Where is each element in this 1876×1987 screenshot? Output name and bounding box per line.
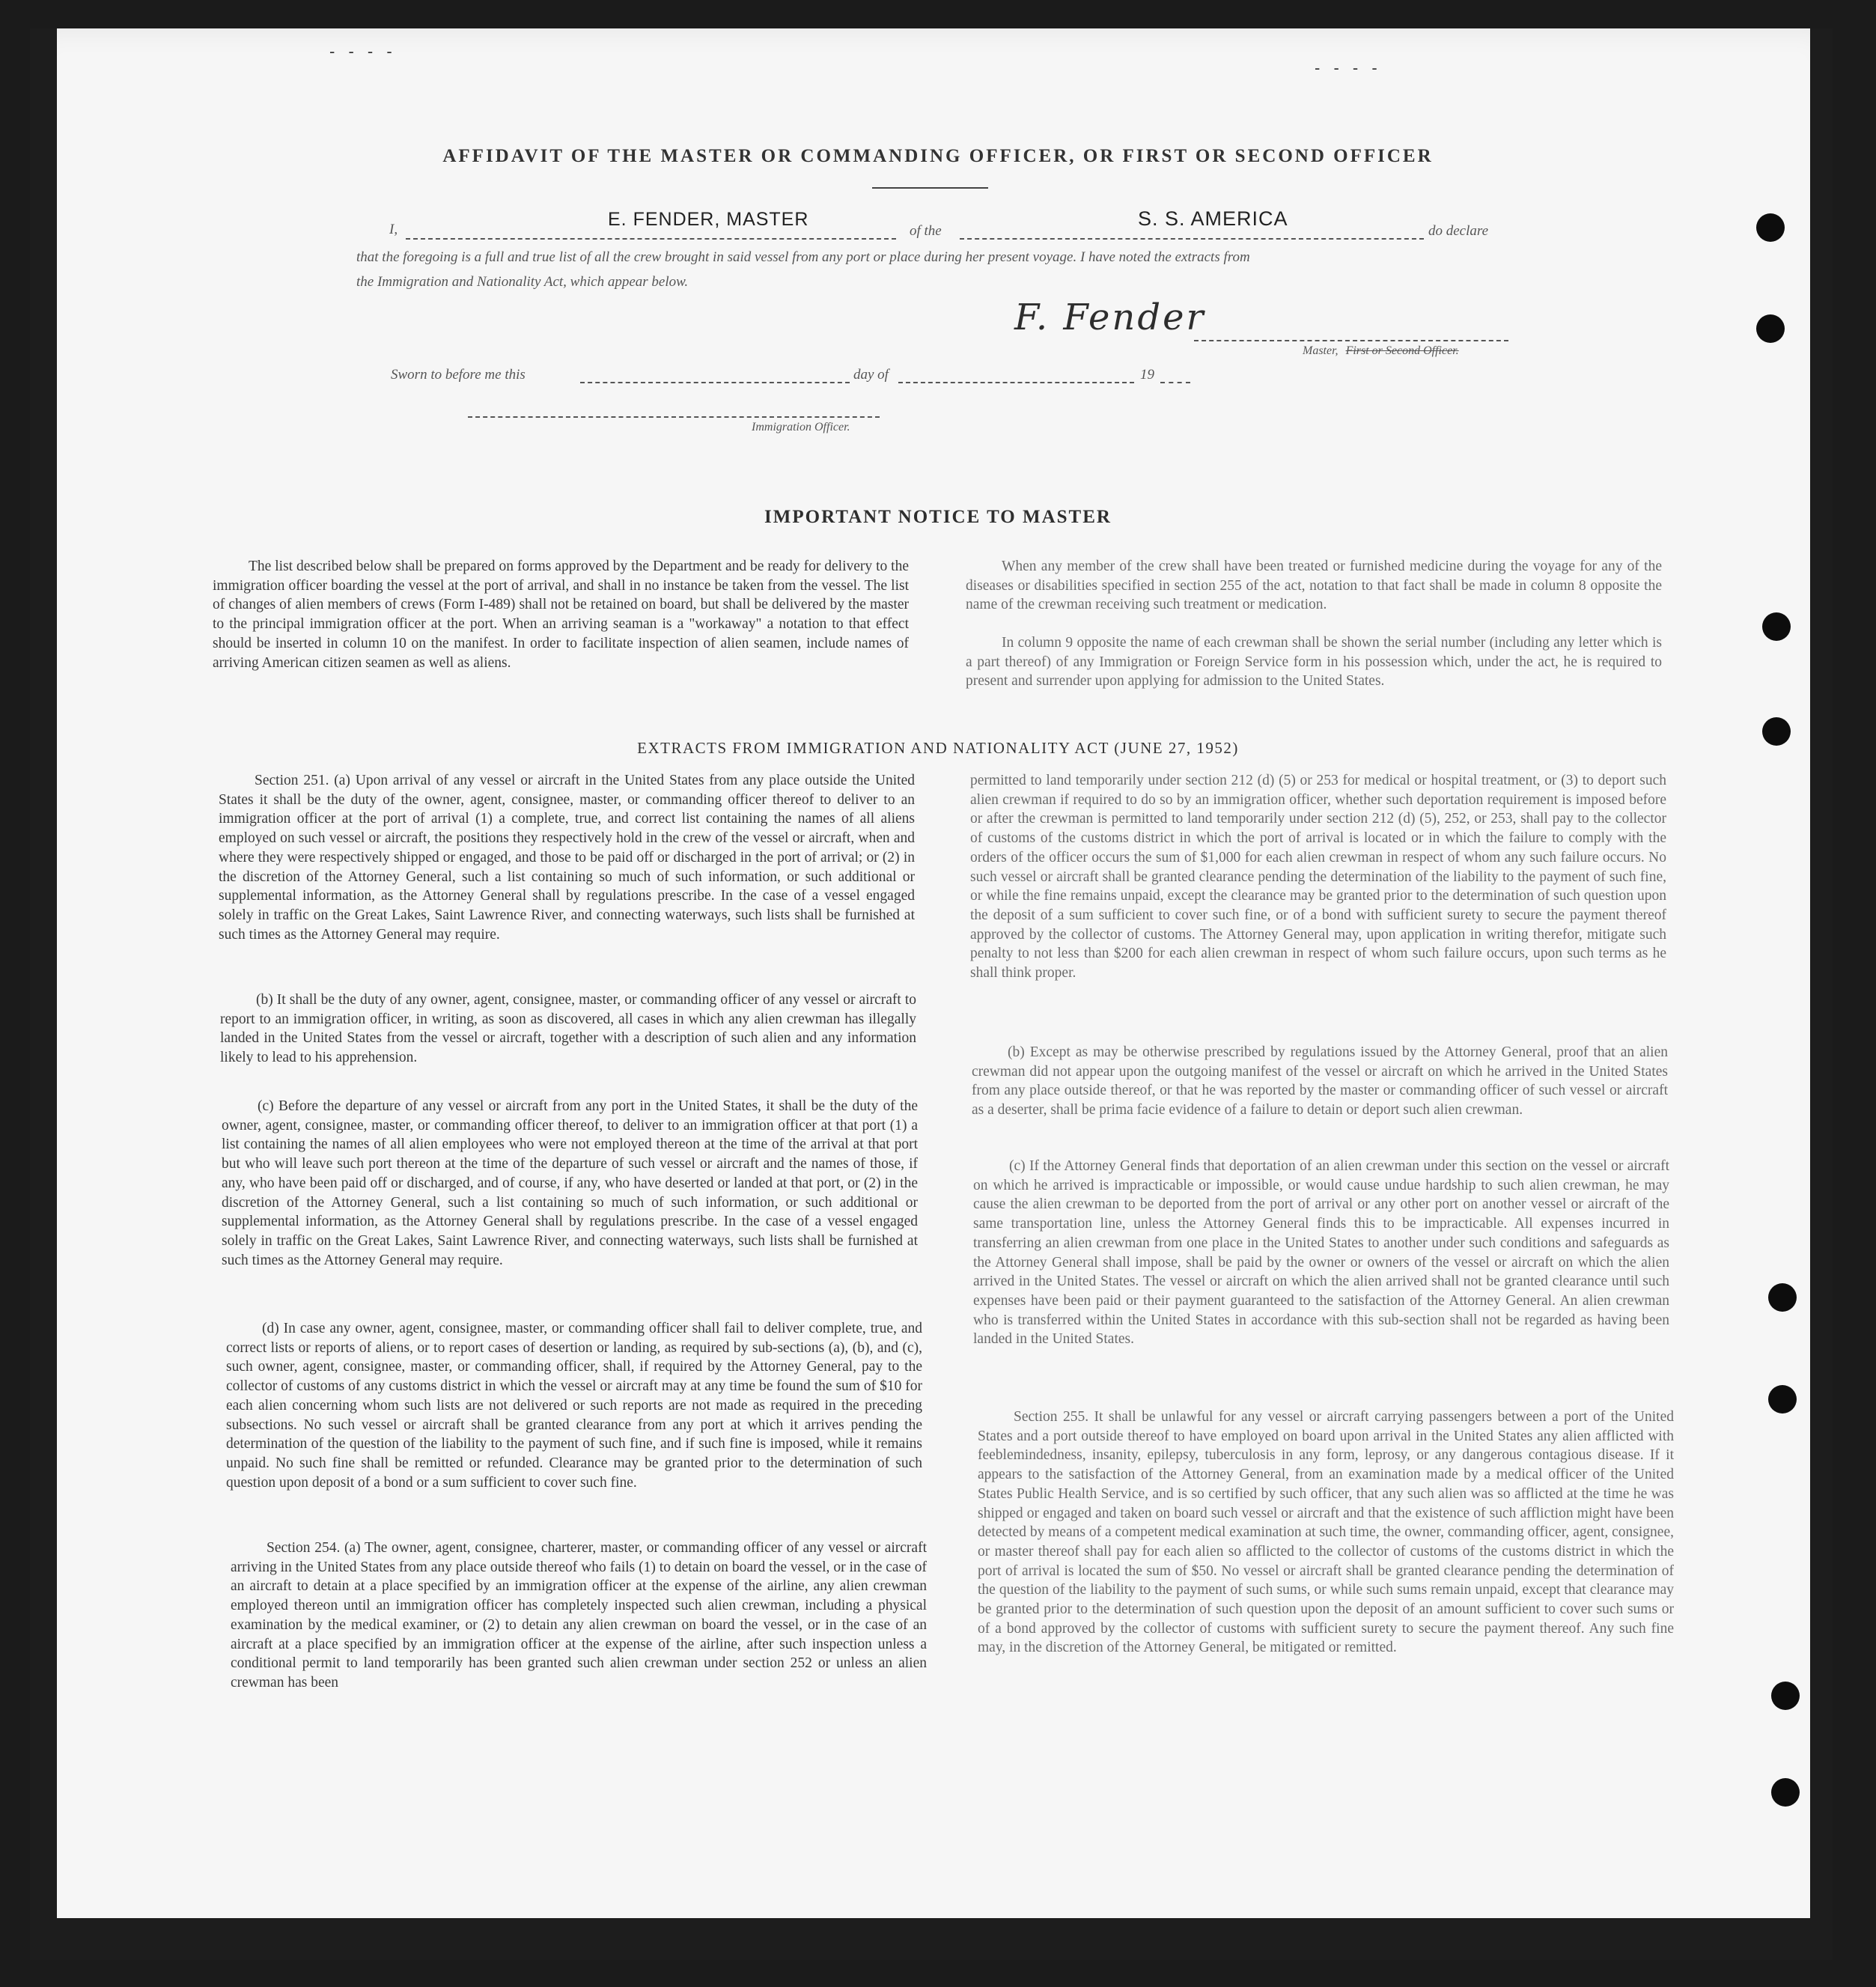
punch-hole (1771, 1682, 1800, 1710)
vessel-name: S. S. AMERICA (1138, 207, 1288, 230)
sworn-label: Sworn to before me this (391, 367, 526, 383)
title-rule (872, 187, 988, 189)
sworn-month-line (898, 382, 1134, 383)
vessel-name-line (960, 238, 1424, 240)
signature-caption (1303, 344, 1459, 358)
master-signature: F. Fender (1014, 296, 1206, 338)
day-of-label: day of (853, 367, 889, 383)
notice-right-paragraph-1: When any member of the crew shall have been treated or furnished medicine during the voyage for any of the diseases or disabilities specified in section 255 of the act, notation to that fact shall be made in column 8 opposite the name of the crewman receiving such treatment or medication. (966, 559, 1662, 613)
extract-251-b: (b) It shall be the duty of any owner, agent, consignee, master, or commanding officer of any vessel or aircraft to report to an immigration officer, in writing, as soon as discovered, all cases in which any alien crewman has illegally landed in the United States from the vessel or aircraft, together with a description of such alien and any information likely to lead to his apprehension. (220, 992, 916, 1066)
immigration-officer-line (468, 416, 880, 418)
officer-name-line (406, 238, 896, 240)
extract-251-a: Section 251. (a) Upon arrival of any vessel or aircraft in the United States from any place outside the United States it shall be the duty of the owner, agent, consignee, master, or commanding officer thereof to deliver to an immigration officer at the port of arrival (1) a complete, true, and correct list containing the names of all aliens employed on such vessel or aircraft, the positions they respectively hold in the crew of the vessel or aircraft, when and where they were respectively shipped or engaged, and those to be paid off or discharged in the port of arrival; or (2) in the discretion of the Attorney General, such a list containing so much of such information, or such additional or supplemental information, as the Attorney General shall by regulations prescribe. In the case of a vessel engaged solely in traffic on the Great Lakes, Saint Lawrence River, and connecting waterways, such lists shall be furnished at such times as the Attorney General may require. (219, 773, 915, 943)
sworn-year-line (1160, 382, 1190, 383)
notice-right-paragraph-2: In column 9 opposite the name of each crewman shall be shown the serial number (including any letter which is a part thereof) of any Immigration or Foreign Service form in his possession which, under the act, he is required to present and surrender upon applying for admission to the United States. (966, 635, 1662, 690)
declaration-line-2: that the foregoing is a full and true list of all the crew brought in said vessel from any port or place during her present voyage. I have noted the extracts from (356, 249, 1250, 265)
of-the-label: of the (910, 223, 942, 239)
notice-title: IMPORTANT NOTICE TO MASTER (764, 507, 1112, 527)
caption-struck-officer: First or Second Officer. (1345, 344, 1459, 357)
extract-254-a-continued: permitted to land temporarily under section 212 (d) (5) or 253 for medical or hospital treatment, or (3) to deport such alien crewman if required to do so by an immigration officer, whether such deportation requirement is imposed before or after the crewman is permitted to land temporarily under section 212 (d) (5), 252, or 253, shall pay to the collector of customs of the customs district in which the port of arrival is located or in which the failure to comply with the orders of the officer occurs the sum of $1,000 for each alien crewman in respect of whom any such failure occurs. No such vessel or aircraft shall be granted clearance pending the determination of the liability to the payment of such fine, or while the fine remains unpaid, except the clearance may be granted prior to the determination of such question upon the deposit of a sum sufficient to cover such fine, or of a bond with sufficient surety to secure the payment thereof approved by the collector of customs. The Attorney General may, upon application in writing therefor, mitigate such penalty to not less than $200 for each alien crewman in respect of whom such failure occurs, upon such terms as he shall think proper. (970, 773, 1666, 982)
notice-left-paragraph: The list described below shall be prepared on forms approved by the Department and be ready for delivery to the immigration officer boarding the vessel at the port of arrival, and shall in no instance be taken from the vessel. The list of changes of alien members of crews (Form I-489) shall not be retained on board, but shall be delivered by the master to the principal immigration officer at the port. When an arriving seaman is a "workaway" a notation to that effect should be inserted in column 10 on the manifest. In order to facilitate inspection of alien seamen, include names of arriving American citizen seamen as well as aliens. (213, 559, 909, 671)
punch-hole (1756, 213, 1785, 242)
corner-mark-left: - - - - (329, 42, 397, 61)
extract-251-c: (c) Before the departure of any vessel or aircraft from any port in the United States, it shall be the duty of the owner, agent, consignee, master, or commanding officer thereof, to deliver to an immigration officer at that port (1) a list containing the names of all alien employees who were not employed thereon at the time of the arrival at that port but who will leave such port thereon at the time of the departure of such vessel or aircraft and the names of those, if any, who have been paid off or discharged, and of course, if any, who have deserted or landed at that port, or (2) in the discretion of the Attorney General, such a list containing so much of such information, or such additional or supplemental information, as the Attorney General shall by regulations prescribe. In the case of a vessel engaged solely in traffic on the Great Lakes, Saint Lawrence River, and connecting waterways, such lists shall be furnished at such times as the Attorney General may require. (222, 1098, 918, 1268)
punch-hole (1768, 1385, 1797, 1414)
extracts-title: EXTRACTS FROM IMMIGRATION AND NATIONALITY ACT (JUNE 27, 1952) (637, 739, 1239, 757)
extract-254-b: (b) Except as may be otherwise prescribed by regulations issued by the Attorney General, proof that an alien crewman did not appear upon the outgoing manifest of the vessel or aircraft on which he arrived in the United States from any place outside thereof, or that he was reported by the master or commanding officer of such vessel or aircraft as a deserter, shall be prima facie evidence of a failure to detain or deport such alien crewman. (972, 1044, 1668, 1119)
extract-251-d: (d) In case any owner, agent, consignee, master, or commanding officer shall fail to deliver complete, true, and correct lists or reports of aliens, or to report cases of desertion or landing, as required by sub-sections (a), (b), and (c), such owner, agent, consignee, master, or commanding officer, shall, if required by the Attorney General, pay to the collector of customs of any customs district in which the vessel or aircraft may at any time be found the sum of $10 for each alien concerning whom such lists are not delivered or such reports are not made as required in the preceding subsections. No such vessel or aircraft shall be granted clearance from any port at which it arrives pending the determination of the question of the liability to the payment of such fine, and if such fine is imposed, while it remains unpaid. No such fine shall be remitted or refunded. Clearance may be granted prior to the determination of such question upon deposit of a bond or a sum sufficient to cover such fine. (226, 1321, 922, 1491)
i-label: I, (389, 222, 398, 237)
year-label: 19 (1140, 367, 1154, 383)
punch-hole (1768, 1283, 1797, 1312)
caption-master: Master, (1303, 344, 1339, 357)
extract-255: Section 255. It shall be unlawful for any vessel or aircraft carrying passengers between a port of the United States and a port outside thereof to have employed on board upon arrival in the United States any alien afflicted with feeblemindedness, insanity, epilepsy, tuberculosis in any form, leprosy, or any dangerous contagious disease. If it appears to the satisfaction of the Attorney General, from an examination made by a medical officer of the United States Public Health Service, and is so certified by such officer, that any such alien was so afflicted at the time he was shipped or engaged and taken on board such vessel or aircraft and that the existence of such affliction might have been detected by means of a competent medical examination at such time, the owner, commanding officer, agent, consignee, or master thereof shall pay for each alien so afflicted to the collector of customs of the customs district in which the port of arrival is located the sum of $50. No vessel or aircraft shall be granted clearance pending the determination of the question of the liability to the payment of such sums, or while such sums remain unpaid, except that clearance may be granted prior to the determination of such question upon the deposit of an amount sufficient to cover such sums or of a bond approved by the collector of customs with sufficient surety to secure the payment thereof. Any such fine may, in the discretion of the Attorney General, be mitigated or remitted. (978, 1409, 1674, 1656)
extract-254-c: (c) If the Attorney General finds that deportation of an alien crewman under this section on the vessel or aircraft on which he arrived is impracticable or impossible, or would cause undue hardship to such alien crewman, he may cause the alien crewman to be deported from the port of arrival or any other port on another vessel or aircraft of the same transportation line, unless the Attorney General finds this to be impracticable. All expenses incurred in transferring an alien crewman from one place in the United States to another under such conditions and safeguards as the Attorney General shall impose, shall be paid by the owner or owners of the vessel or aircraft on which the alien arrived in the United States. The vessel or aircraft on which the alien arrived shall not be granted clearance until such expenses have been paid or their payment guaranteed to the satisfaction of the Attorney General. An alien crewman who is transferred within the United States in accordance with this sub-section shall not be regarded as having been landed in the United States. (973, 1158, 1669, 1348)
corner-mark-right: - - - - (1315, 58, 1382, 77)
sworn-day-line (580, 382, 850, 383)
signature-line (1194, 340, 1508, 341)
immigration-officer-label: Immigration Officer. (752, 421, 850, 433)
declaration-line-3: the Immigration and Nationality Act, which appear below. (356, 274, 689, 290)
punch-hole (1756, 314, 1785, 343)
punch-hole (1771, 1778, 1800, 1807)
affidavit-title: AFFIDAVIT OF THE MASTER OR COMMANDING OFFICER, OR FIRST OR SECOND OFFICER (442, 146, 1434, 166)
punch-hole (1762, 612, 1791, 641)
officer-name: E. FENDER, MASTER (608, 209, 809, 230)
extract-254-a: Section 254. (a) The owner, agent, consignee, charterer, master, or commanding officer of any vessel or aircraft arriving in the United States from any place outside thereof who fails (1) to detain on board the vessel, or in the case of an aircraft to detain at a place specified by an immigration officer at the expense of the airline, any alien crewman employed thereon until an immigration officer has completely inspected such alien crewman, including a physical examination by the medical examiner, or (2) to detain any alien crewman on board the vessel, or in the case of an aircraft at a place specified by an immigration officer at the expense of the airline, after such inspection unless a conditional permit to land temporarily has been granted such alien crewman under section 252 or unless an alien crewman has been (231, 1540, 927, 1691)
do-declare-label: do declare (1428, 223, 1489, 239)
